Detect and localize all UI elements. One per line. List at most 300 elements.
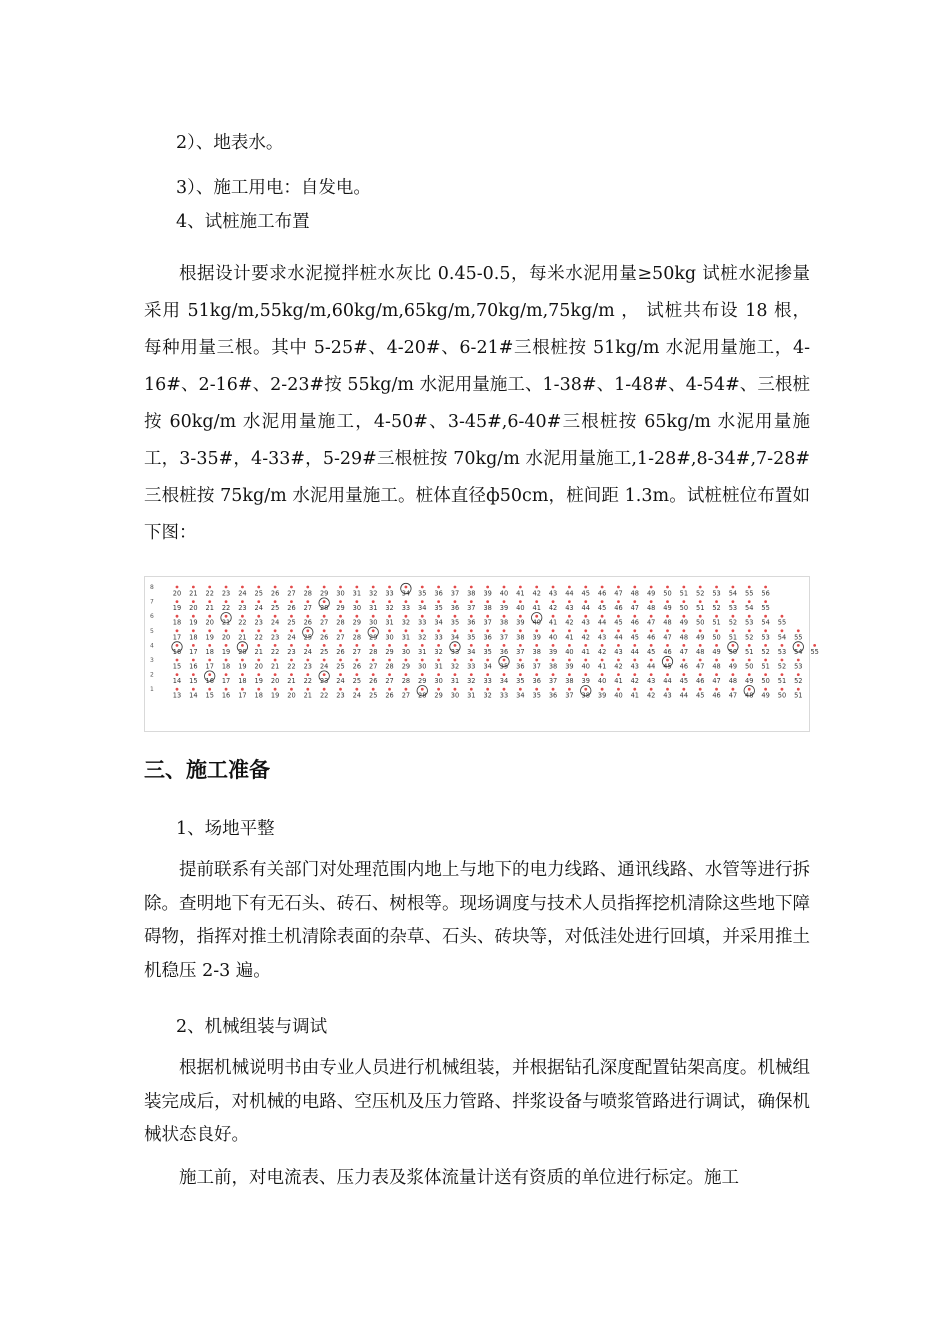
pile-dot: [748, 688, 751, 691]
pile-number: 28: [336, 618, 345, 627]
pile-dot: [732, 673, 735, 676]
pile-dot: [437, 600, 440, 603]
pile-layout-diagram: [145, 577, 819, 731]
pile-number: 29: [418, 677, 427, 686]
pile-number: 52: [777, 662, 787, 671]
pile-number: 50: [777, 691, 787, 700]
pile-number: 35: [499, 662, 509, 671]
pile-dot: [339, 688, 342, 691]
pile-dot: [388, 688, 391, 691]
pile-dot: [176, 615, 179, 618]
pile-number: 41: [565, 633, 574, 642]
pile-dot: [470, 644, 473, 647]
pile-number: 51: [777, 677, 787, 686]
pile-number: 32: [401, 618, 411, 627]
pile-number: 17: [205, 662, 214, 671]
pile-number: 23: [238, 604, 247, 613]
pile-dot: [633, 586, 636, 589]
pile-number: 43: [663, 691, 672, 700]
pile-dot: [176, 586, 179, 589]
pile-number: 27: [369, 662, 378, 671]
pile-dot: [732, 615, 735, 618]
pile-dot: [601, 688, 604, 691]
pile-dot: [274, 615, 277, 618]
pile-number: 52: [696, 589, 705, 598]
pile-number: 37: [565, 691, 574, 700]
pile-dot: [437, 659, 440, 662]
pile-dot: [225, 688, 228, 691]
pile-dot: [274, 600, 277, 603]
pile-dot: [666, 644, 669, 647]
pile-number: 24: [238, 589, 247, 598]
pile-number: 52: [761, 647, 770, 656]
pile-dot: [601, 673, 604, 676]
pile-dot: [372, 644, 375, 647]
pile-dot: [192, 659, 195, 662]
pile-dot: [503, 615, 506, 618]
pile-dot: [781, 629, 784, 632]
pile-number: 35: [434, 604, 443, 613]
pile-number: 28: [352, 633, 362, 642]
pile-dot: [208, 659, 211, 662]
pile-dot: [405, 644, 408, 647]
pile-number: 48: [630, 589, 639, 598]
pile-number: 41: [614, 677, 623, 686]
pile-number: 38: [499, 618, 509, 627]
pile-dot: [405, 615, 408, 618]
pile-number: 27: [303, 604, 312, 613]
pile-dot: [813, 644, 816, 647]
pile-number: 55: [810, 647, 819, 656]
item-4-line: 4、试桩施工布置: [176, 212, 310, 232]
pile-dot: [699, 629, 702, 632]
pile-dot: [208, 673, 211, 676]
row-label: 2: [150, 671, 154, 679]
pile-number: 32: [369, 589, 378, 598]
pile-number: 42: [646, 691, 656, 700]
pile-number: 43: [646, 677, 656, 686]
pile-dot: [192, 586, 195, 589]
pile-dot: [552, 673, 555, 676]
pile-dot: [764, 586, 767, 589]
pile-number: 34: [450, 633, 460, 642]
pile-dot: [715, 600, 718, 603]
pile-number: 49: [679, 618, 689, 627]
pile-number: 32: [434, 647, 443, 656]
pile-number: 48: [646, 604, 656, 613]
pile-dot: [454, 600, 457, 603]
pile-number: 39: [581, 677, 590, 686]
pile-dot: [225, 615, 228, 618]
pile-dot: [339, 659, 342, 662]
pile-number: 43: [581, 618, 590, 627]
pile-number: 29: [434, 691, 443, 700]
pile-number: 41: [581, 647, 590, 656]
pile-number: 27: [336, 633, 345, 642]
pile-dot: [535, 673, 538, 676]
pile-number: 44: [597, 618, 607, 627]
pile-dot: [535, 629, 538, 632]
pile-dot: [257, 586, 260, 589]
pile-number: 26: [319, 633, 329, 642]
pile-dot: [176, 673, 179, 676]
pile-dot: [715, 659, 718, 662]
pile-number: 56: [761, 589, 770, 598]
pile-number: 20: [172, 589, 182, 598]
pile-number: 44: [663, 677, 672, 686]
row-label: 7: [150, 598, 154, 606]
pile-dot: [519, 629, 522, 632]
pile-dot: [503, 688, 506, 691]
pile-number: 42: [548, 604, 558, 613]
pile-dot: [584, 615, 587, 618]
pile-number: 23: [254, 618, 263, 627]
pile-number: 33: [401, 604, 411, 613]
pile-number: 23: [303, 662, 312, 671]
pile-number: 21: [303, 691, 312, 700]
pile-number: 46: [597, 589, 607, 598]
pile-dot: [715, 644, 718, 647]
pile-number: 54: [728, 589, 738, 598]
pile-dot: [584, 644, 587, 647]
pile-number: 38: [532, 647, 541, 656]
pile-number: 26: [352, 662, 362, 671]
row-label: 8: [150, 584, 154, 591]
pile-dot: [470, 688, 473, 691]
pile-number: 22: [303, 677, 312, 686]
pile-number: 41: [548, 618, 558, 627]
pile-dot: [208, 629, 211, 632]
pile-dot: [437, 673, 440, 676]
pile-number: 49: [728, 662, 738, 671]
pile-number: 19: [189, 618, 198, 627]
pile-dot: [339, 629, 342, 632]
pile-number: 50: [745, 662, 754, 671]
pile-dot: [715, 586, 718, 589]
pile-dot: [306, 600, 309, 603]
pile-dot: [372, 600, 375, 603]
pile-dot: [339, 644, 342, 647]
pile-dot: [339, 600, 342, 603]
pile-dot: [486, 644, 489, 647]
pile-dot: [666, 586, 669, 589]
pile-dot: [274, 688, 277, 691]
pile-dot: [797, 629, 800, 632]
pile-dot: [764, 644, 767, 647]
pile-dot: [764, 600, 767, 603]
pile-dot: [274, 629, 277, 632]
pile-number: 30: [369, 618, 378, 627]
pile-dot: [454, 673, 457, 676]
pile-number: 52: [712, 604, 721, 613]
pile-dot: [633, 644, 636, 647]
pile-number: 48: [728, 677, 738, 686]
pile-dot: [633, 688, 636, 691]
pile-number: 50: [728, 647, 738, 656]
pile-number: 50: [761, 677, 770, 686]
pile-number: 48: [679, 633, 689, 642]
pile-dot: [535, 586, 538, 589]
pile-number: 18: [238, 677, 247, 686]
pile-number: 33: [385, 589, 394, 598]
pile-dot: [519, 659, 522, 662]
pile-number: 37: [532, 662, 541, 671]
pile-dot: [470, 600, 473, 603]
pile-number: 51: [745, 647, 754, 656]
pile-dot: [306, 659, 309, 662]
pile-dot: [405, 673, 408, 676]
pile-number: 23: [336, 691, 345, 700]
pile-dot: [421, 600, 424, 603]
pile-dot: [682, 673, 685, 676]
pile-dot: [241, 586, 244, 589]
pile-dot: [405, 688, 408, 691]
pile-dot: [764, 673, 767, 676]
pile-number: 35: [450, 618, 460, 627]
pile-number: 31: [369, 604, 378, 613]
pile-number: 23: [221, 589, 231, 598]
pile-number: 28: [401, 677, 411, 686]
pile-dot: [274, 586, 277, 589]
pile-number: 53: [745, 618, 754, 627]
pile-dot: [388, 659, 391, 662]
pile-number: 32: [385, 604, 394, 613]
pile-dot: [699, 615, 702, 618]
pile-dot: [421, 644, 424, 647]
pile-dot: [176, 600, 179, 603]
pile-dot: [257, 615, 260, 618]
pile-number: 42: [630, 677, 639, 686]
pile-number: 22: [254, 633, 263, 642]
pile-dot: [601, 600, 604, 603]
pile-number: 30: [336, 589, 345, 598]
pile-dot: [601, 629, 604, 632]
pile-dot: [699, 673, 702, 676]
pile-number: 46: [630, 618, 639, 627]
pile-dot: [764, 615, 767, 618]
pile-dot: [470, 615, 473, 618]
pile-dot: [405, 629, 408, 632]
pile-dot: [208, 615, 211, 618]
pile-dot: [748, 673, 751, 676]
pile-number: 35: [532, 691, 541, 700]
pile-number: 36: [548, 691, 558, 700]
pile-dot: [372, 688, 375, 691]
pile-number: 31: [401, 633, 411, 642]
calibration-paragraph: 施工前，对电流表、压力表及浆体流量计送有资质的单位进行标定。施工: [179, 1168, 739, 1188]
pile-number: 20: [287, 691, 296, 700]
pile-number: 21: [238, 633, 247, 642]
pile-number: 16: [172, 647, 182, 656]
pile-dot: [552, 600, 555, 603]
pile-number: 32: [483, 691, 492, 700]
pile-number: 18: [189, 633, 198, 642]
pile-number: 45: [581, 589, 590, 598]
pile-number: 45: [630, 633, 639, 642]
pile-number: 41: [597, 662, 607, 671]
pile-dot: [764, 688, 767, 691]
pile-dot: [241, 688, 244, 691]
pile-number: 19: [238, 662, 247, 671]
pile-number: 19: [172, 604, 182, 613]
pile-number: 36: [499, 647, 509, 656]
pile-dot: [617, 673, 620, 676]
pile-number: 50: [696, 618, 705, 627]
pile-number: 44: [630, 647, 639, 656]
pile-dot: [388, 615, 391, 618]
pile-number: 14: [172, 677, 182, 686]
pile-dot: [437, 586, 440, 589]
pile-dot: [666, 688, 669, 691]
pile-number: 51: [761, 662, 770, 671]
pile-number: 49: [696, 633, 705, 642]
pile-number: 41: [532, 604, 541, 613]
pile-dot: [682, 629, 685, 632]
pile-dot: [535, 600, 538, 603]
pile-number: 21: [205, 604, 214, 613]
pile-dot: [601, 644, 604, 647]
pile-number: 50: [712, 633, 721, 642]
pile-dot: [192, 600, 195, 603]
pile-dot: [323, 615, 326, 618]
pile-dot: [437, 629, 440, 632]
pile-number: 49: [745, 677, 754, 686]
pile-number: 33: [499, 691, 509, 700]
pile-number: 37: [516, 647, 525, 656]
pile-dot: [568, 673, 571, 676]
pile-dot: [682, 615, 685, 618]
pile-number: 40: [565, 647, 574, 656]
pile-dot: [421, 586, 424, 589]
pile-number: 38: [581, 691, 590, 700]
pile-dot: [797, 659, 800, 662]
pile-number: 30: [434, 677, 443, 686]
pile-dot: [192, 673, 195, 676]
pile-dot: [274, 673, 277, 676]
pile-number: 39: [516, 618, 525, 627]
pile-number: 41: [516, 589, 525, 598]
pile-dot: [584, 673, 587, 676]
pile-dot: [732, 629, 735, 632]
pile-number: 40: [614, 691, 623, 700]
pile-dot: [617, 615, 620, 618]
pile-number: 54: [745, 604, 754, 613]
pile-dot: [241, 629, 244, 632]
pile-number: 48: [663, 618, 672, 627]
pile-dot: [503, 586, 506, 589]
pile-dot: [584, 586, 587, 589]
pile-dot: [552, 629, 555, 632]
pile-number: 40: [516, 604, 525, 613]
pile-dot: [715, 673, 718, 676]
pile-dot: [388, 586, 391, 589]
pile-dot: [208, 586, 211, 589]
pile-number: 22: [270, 647, 280, 656]
pile-dot: [503, 629, 506, 632]
pile-dot: [666, 615, 669, 618]
pile-number: 42: [581, 633, 590, 642]
pile-dot: [290, 615, 293, 618]
pile-number: 35: [516, 677, 525, 686]
pile-number: 47: [712, 677, 721, 686]
pile-number: 17: [189, 647, 198, 656]
pile-dot: [486, 659, 489, 662]
pile-number: 46: [712, 691, 721, 700]
pile-dot: [192, 615, 195, 618]
pile-dot: [699, 644, 702, 647]
pile-dot: [257, 659, 260, 662]
pile-number: 25: [254, 589, 263, 598]
pile-dot: [454, 688, 457, 691]
pile-number: 20: [270, 677, 280, 686]
pile-dot: [748, 644, 751, 647]
pile-dot: [535, 615, 538, 618]
pile-number: 50: [663, 589, 672, 598]
pile-dot: [176, 629, 179, 632]
pile-dot: [208, 644, 211, 647]
pile-dot: [486, 586, 489, 589]
pile-number: 34: [499, 677, 509, 686]
pile-dot: [372, 615, 375, 618]
pile-number: 26: [303, 618, 312, 627]
pile-dot: [388, 629, 391, 632]
pile-dot: [584, 600, 587, 603]
pile-dot: [257, 688, 260, 691]
pile-number: 43: [565, 604, 574, 613]
pile-number: 53: [777, 647, 787, 656]
pile-dot: [306, 673, 309, 676]
pile-number: 26: [336, 647, 345, 656]
pile-number: 32: [467, 677, 476, 686]
pile-dot: [617, 644, 620, 647]
pile-number: 35: [483, 647, 492, 656]
pile-dot: [225, 673, 228, 676]
pile-number: 24: [303, 647, 312, 656]
pile-number: 37: [467, 604, 476, 613]
pile-dot: [601, 586, 604, 589]
pile-dot: [666, 600, 669, 603]
pile-number: 49: [646, 589, 656, 598]
pile-dot: [650, 629, 653, 632]
pile-dot: [748, 659, 751, 662]
pile-dot: [257, 644, 260, 647]
pile-number: 28: [319, 604, 329, 613]
pile-number: 27: [319, 618, 329, 627]
pile-dot: [355, 673, 358, 676]
pile-dot: [437, 644, 440, 647]
pile-dot: [650, 586, 653, 589]
pile-number: 21: [221, 618, 231, 627]
pile-dot: [355, 615, 358, 618]
pile-number: 44: [679, 691, 689, 700]
pile-number: 47: [630, 604, 639, 613]
pile-dot: [650, 673, 653, 676]
pile-number: 49: [761, 691, 770, 700]
pile-number: 28: [418, 691, 427, 700]
pile-dot: [372, 629, 375, 632]
pile-dot: [633, 673, 636, 676]
pile-dot: [748, 600, 751, 603]
pile-dot: [584, 659, 587, 662]
pile-number: 31: [418, 647, 427, 656]
pile-dot: [486, 615, 489, 618]
pile-number: 43: [597, 633, 607, 642]
pile-number: 16: [189, 662, 198, 671]
pile-dot: [355, 644, 358, 647]
pile-number: 24: [319, 662, 329, 671]
pile-dot: [225, 600, 228, 603]
pile-number: 26: [385, 691, 394, 700]
